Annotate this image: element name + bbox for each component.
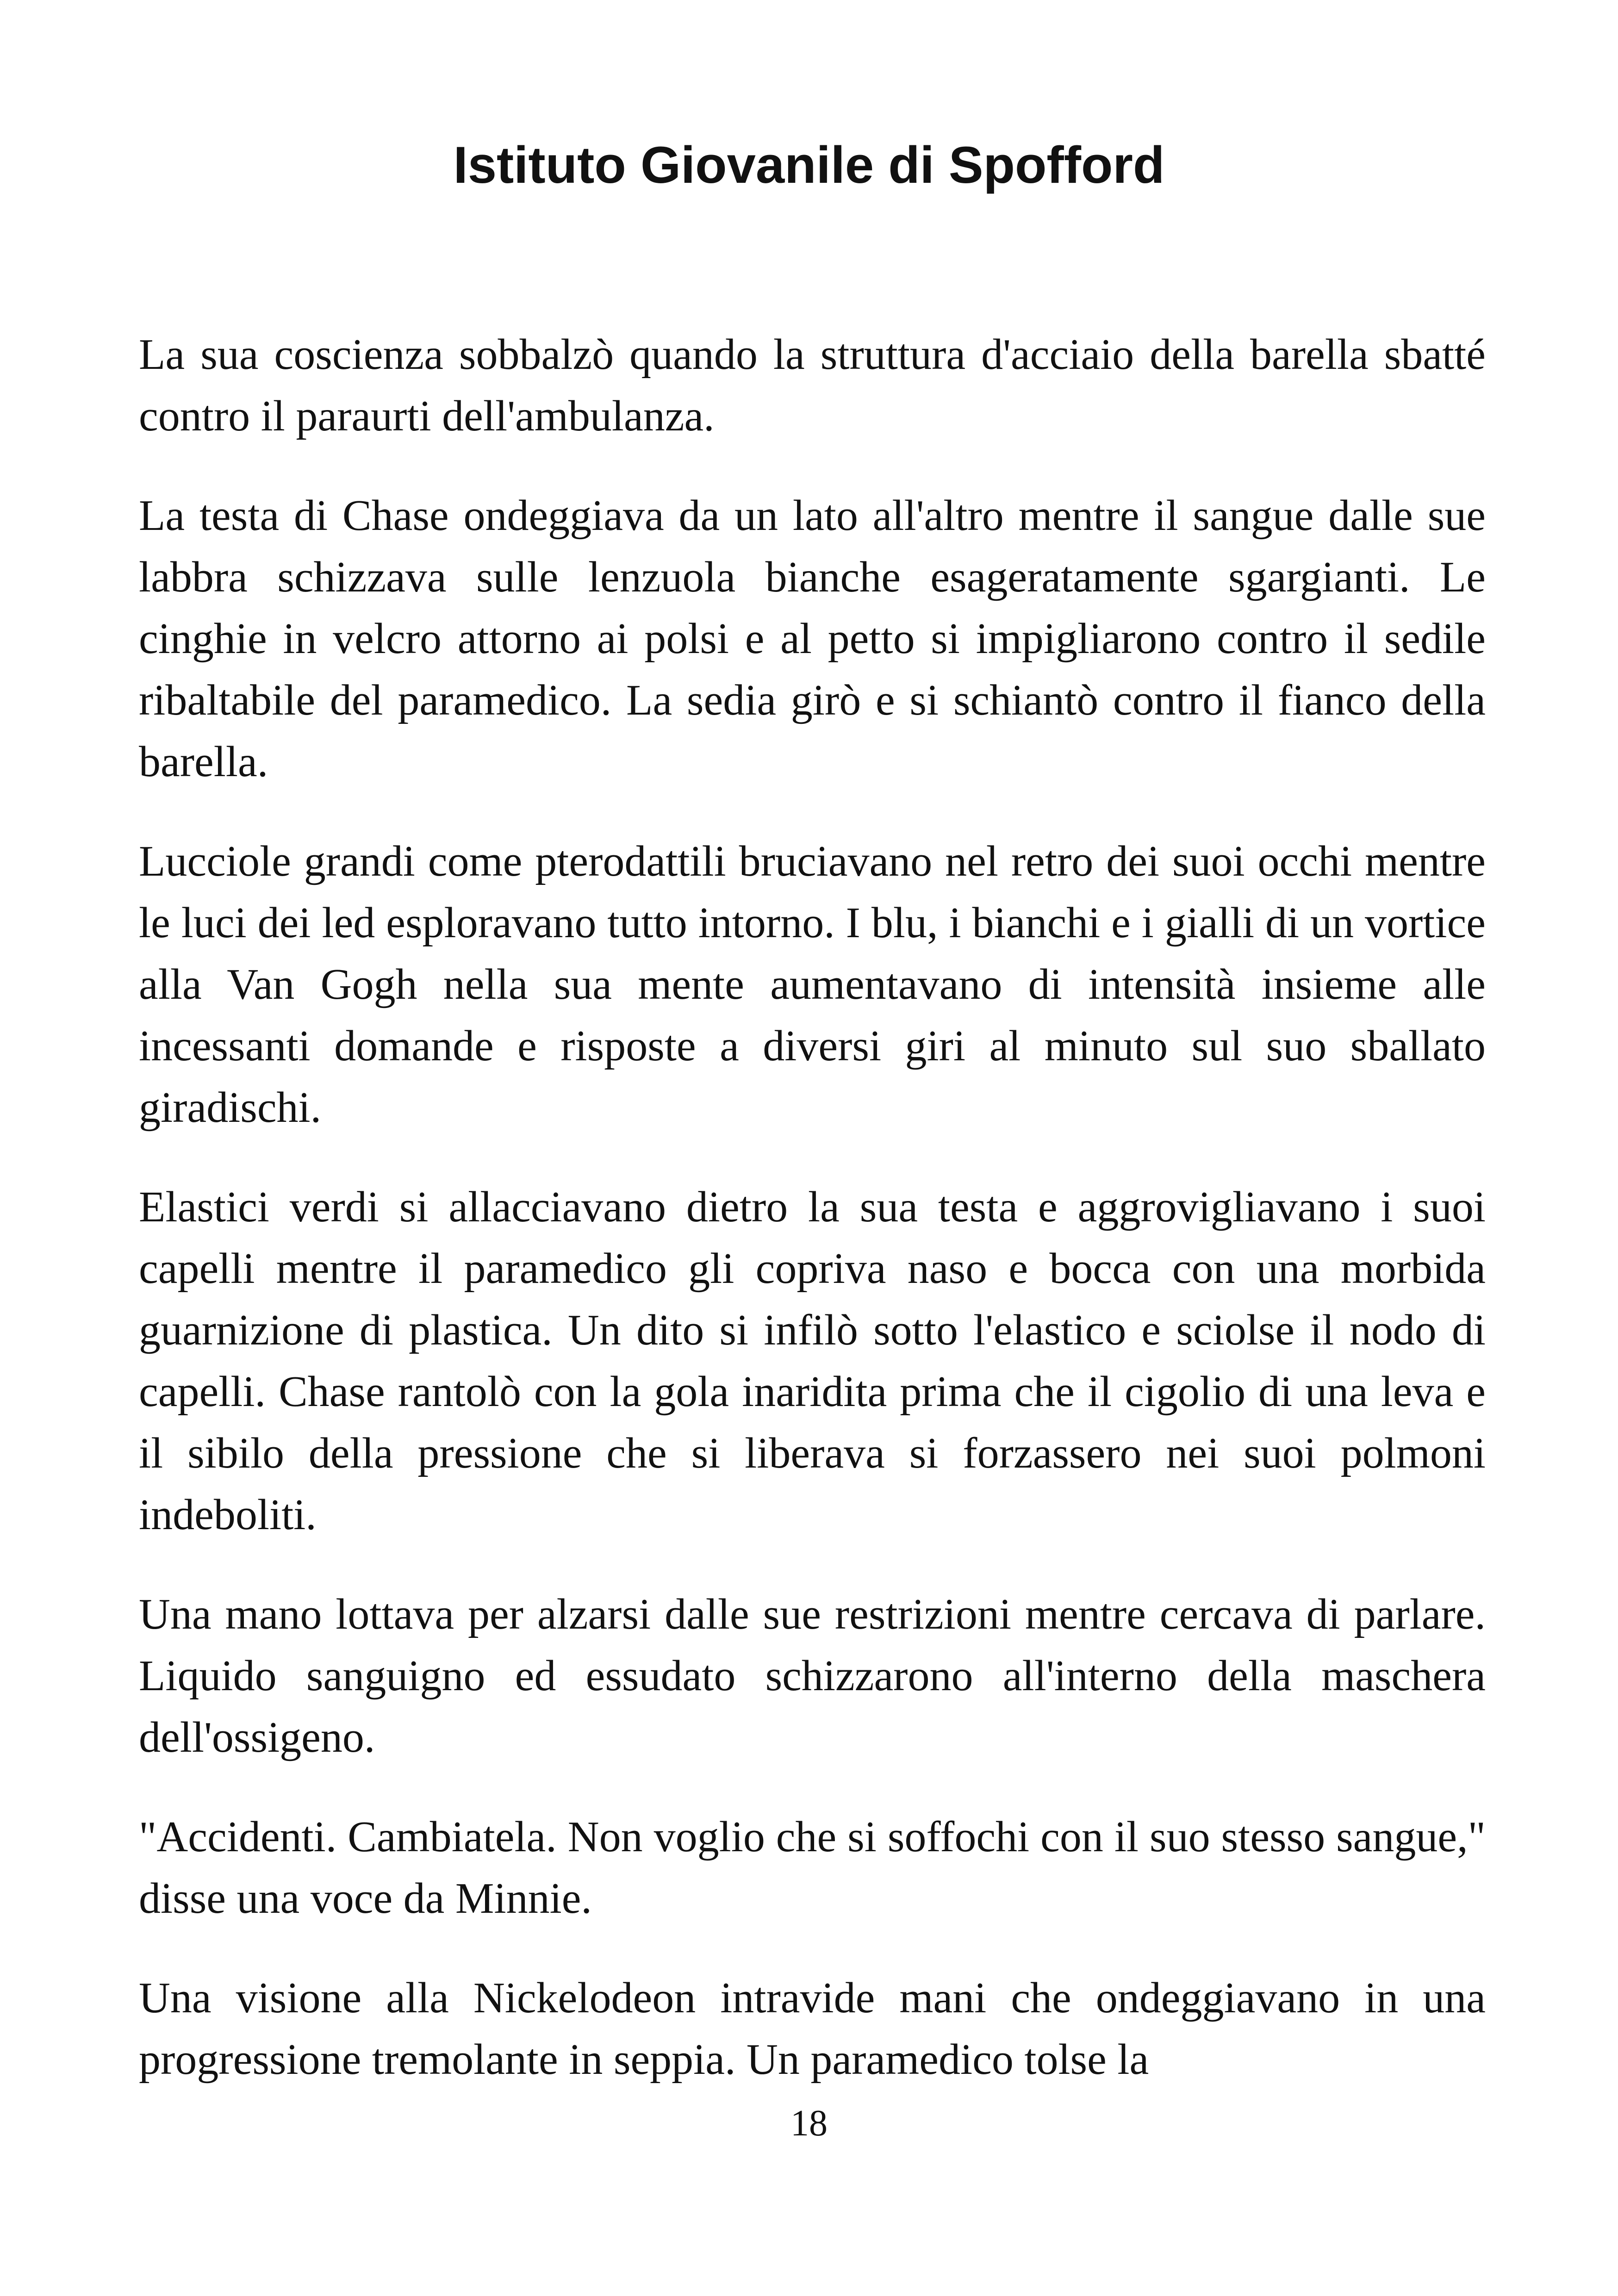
page-number: 18 <box>790 2103 828 2144</box>
paragraph: Lucciole grandi come pterodattili bruciavano nel retro dei suoi occhi mentre le luci dei led esploravano tutto intorno. I blu, i bianchi e i gialli di un vortice alla Van Gogh nella sua mente aumentavano di intensità insieme alle incessanti domande e risposte a diversi giri al minuto sul suo sballato giradischi. <box>139 837 1486 1132</box>
paragraph: Elastici verdi si allacciavano dietro la sua testa e aggrovigliavano i suoi capelli mentre il paramedico gli copriva naso e bocca con una morbida guarnizione di plastica. Un dito si infilò sotto l'elastico e sciolse il nodo di capelli. Chase rantolò con la gola inaridita prima che il cigolio di una leva e il sibilo della pressione che si liberava si forzassero nei suoi polmoni indeboliti. <box>139 1183 1486 1539</box>
paragraph: La sua coscienza sobbalzò quando la struttura d'acciaio della barella sbatté contro il paraurti dell'ambulanza. <box>139 330 1486 440</box>
chapter-body <box>139 324 1486 2128</box>
paragraph: Una mano lottava per alzarsi dalle sue restrizioni mentre cercava di parlare. Liquido sanguigno ed essudato schizzarono all'interno della maschera dell'ossigeno. <box>139 1590 1486 1761</box>
chapter-title: Istituto Giovanile di Spofford <box>453 136 1165 194</box>
paragraph: Una visione alla Nickelodeon intravide mani che ondeggiavano in una progressione tremolante in seppia. Un paramedico tolse la <box>139 1974 1486 2084</box>
paragraph: "Accidenti. Cambiatela. Non voglio che si soffochi con il suo stesso sangue," disse una voce da Minnie. <box>139 1813 1486 1923</box>
paragraph: La testa di Chase ondeggiava da un lato all'altro mentre il sangue dalle sue labbra schizzava sulle lenzuola bianche esageratamente sgargianti. Le cinghie in velcro attorno ai polsi e al petto si impigliarono contro il sedile ribaltabile del paramedico. La sedia girò e si schiantò contro il fianco della barella. <box>139 492 1486 786</box>
